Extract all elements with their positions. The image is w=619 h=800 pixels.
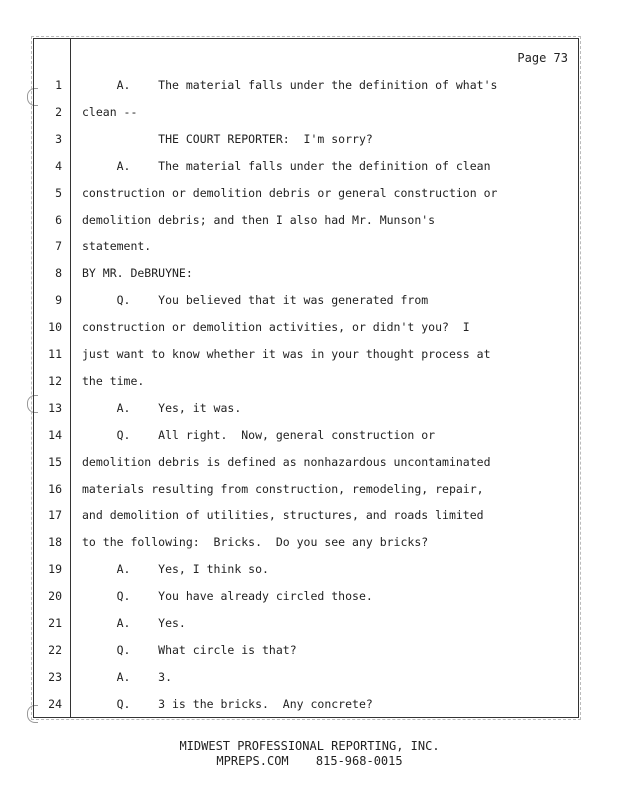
line-text: statement.	[82, 239, 152, 254]
transcript-line	[34, 236, 574, 256]
line-number: 7	[55, 239, 62, 254]
line-number: 10	[48, 320, 62, 335]
line-text: A. Yes, it was.	[82, 400, 242, 415]
transcript-line	[34, 640, 574, 660]
line-text: Q. What circle is that?	[82, 642, 297, 657]
line-number: 24	[48, 696, 62, 711]
transcript-line	[34, 452, 574, 472]
line-text: materials resulting from construction, remodeling, repair,	[82, 481, 484, 496]
line-text: construction or demolition debris or general construction or	[82, 185, 498, 200]
line-number: 14	[48, 427, 62, 442]
line-text: to the following: Bricks. Do you see any bricks?	[82, 535, 429, 550]
line-text: and demolition of utilities, structures, and roads limited	[82, 508, 484, 523]
line-number: 8	[55, 266, 62, 281]
line-text: THE COURT REPORTER: I'm sorry?	[82, 131, 373, 146]
line-number: 6	[55, 212, 62, 227]
line-number: 4	[55, 158, 62, 173]
transcript-line	[34, 371, 574, 391]
transcript-line	[34, 263, 574, 283]
page-number: Page 73	[517, 51, 568, 65]
transcript-line	[34, 75, 574, 95]
line-number: 1	[55, 78, 62, 92]
transcript-line	[34, 183, 574, 203]
line-text: A. The material falls under the definition of clean	[82, 158, 491, 173]
transcript-line	[34, 290, 574, 310]
transcript-page	[33, 38, 579, 718]
line-number: 2	[55, 104, 62, 119]
transcript-line	[34, 398, 574, 418]
line-number: 16	[48, 481, 62, 496]
transcript-line	[34, 344, 574, 364]
line-number: 17	[48, 508, 62, 523]
line-text: demolition debris is defined as nonhazardous uncontaminated	[82, 454, 491, 469]
line-text: A. Yes.	[82, 616, 186, 630]
transcript-line	[34, 694, 574, 714]
line-number: 3	[55, 131, 62, 146]
line-number: 9	[55, 293, 62, 308]
line-text: Q. All right. Now, general construction or	[82, 427, 436, 442]
line-text: Q. 3 is the bricks. Any concrete?	[82, 696, 373, 711]
transcript-line	[34, 317, 574, 337]
transcript-line	[34, 559, 574, 579]
line-text: Q. You have already circled those.	[82, 589, 373, 604]
transcript-line	[34, 505, 574, 525]
line-text: clean --	[82, 104, 138, 119]
line-number: 5	[55, 185, 62, 200]
transcript-line	[34, 210, 574, 230]
footer-website: MPREPS.COM	[216, 754, 289, 768]
line-number: 21	[48, 616, 62, 630]
line-number: 19	[48, 562, 62, 577]
transcript-line	[34, 613, 574, 633]
line-text: construction or demolition activities, or didn't you? I	[82, 320, 470, 335]
transcript-line	[34, 586, 574, 606]
line-text: Q. You believed that it was generated from	[82, 293, 429, 308]
line-number: 18	[48, 535, 62, 550]
line-text: A. The material falls under the definition of what's	[82, 78, 498, 92]
line-number: 11	[48, 347, 62, 361]
footer-company: MIDWEST PROFESSIONAL REPORTING, INC.	[179, 739, 440, 753]
line-number: 13	[48, 400, 62, 415]
transcript-line	[34, 102, 574, 122]
transcript-line	[34, 129, 574, 149]
footer-phone: 815-968-0015	[315, 754, 403, 768]
line-text: the time.	[82, 373, 145, 388]
line-number: 22	[48, 642, 62, 657]
transcript-line	[34, 667, 574, 687]
line-text: A. Yes, I think so.	[82, 562, 269, 577]
transcript-line	[34, 425, 574, 445]
line-text: BY MR. DeBRUYNE:	[82, 266, 193, 281]
transcript-line	[34, 479, 574, 499]
footer-contact	[0, 753, 619, 769]
line-text: demolition debris; and then I also had Mr. Munson's	[82, 212, 436, 227]
line-number: 20	[48, 589, 62, 604]
line-number: 12	[48, 373, 62, 388]
transcript-line	[34, 532, 574, 552]
line-number: 15	[48, 454, 62, 469]
line-number: 23	[48, 669, 62, 684]
line-text: just want to know whether it was in your thought process at	[82, 347, 491, 361]
transcript-line	[34, 156, 574, 176]
line-text: A. 3.	[82, 669, 173, 684]
